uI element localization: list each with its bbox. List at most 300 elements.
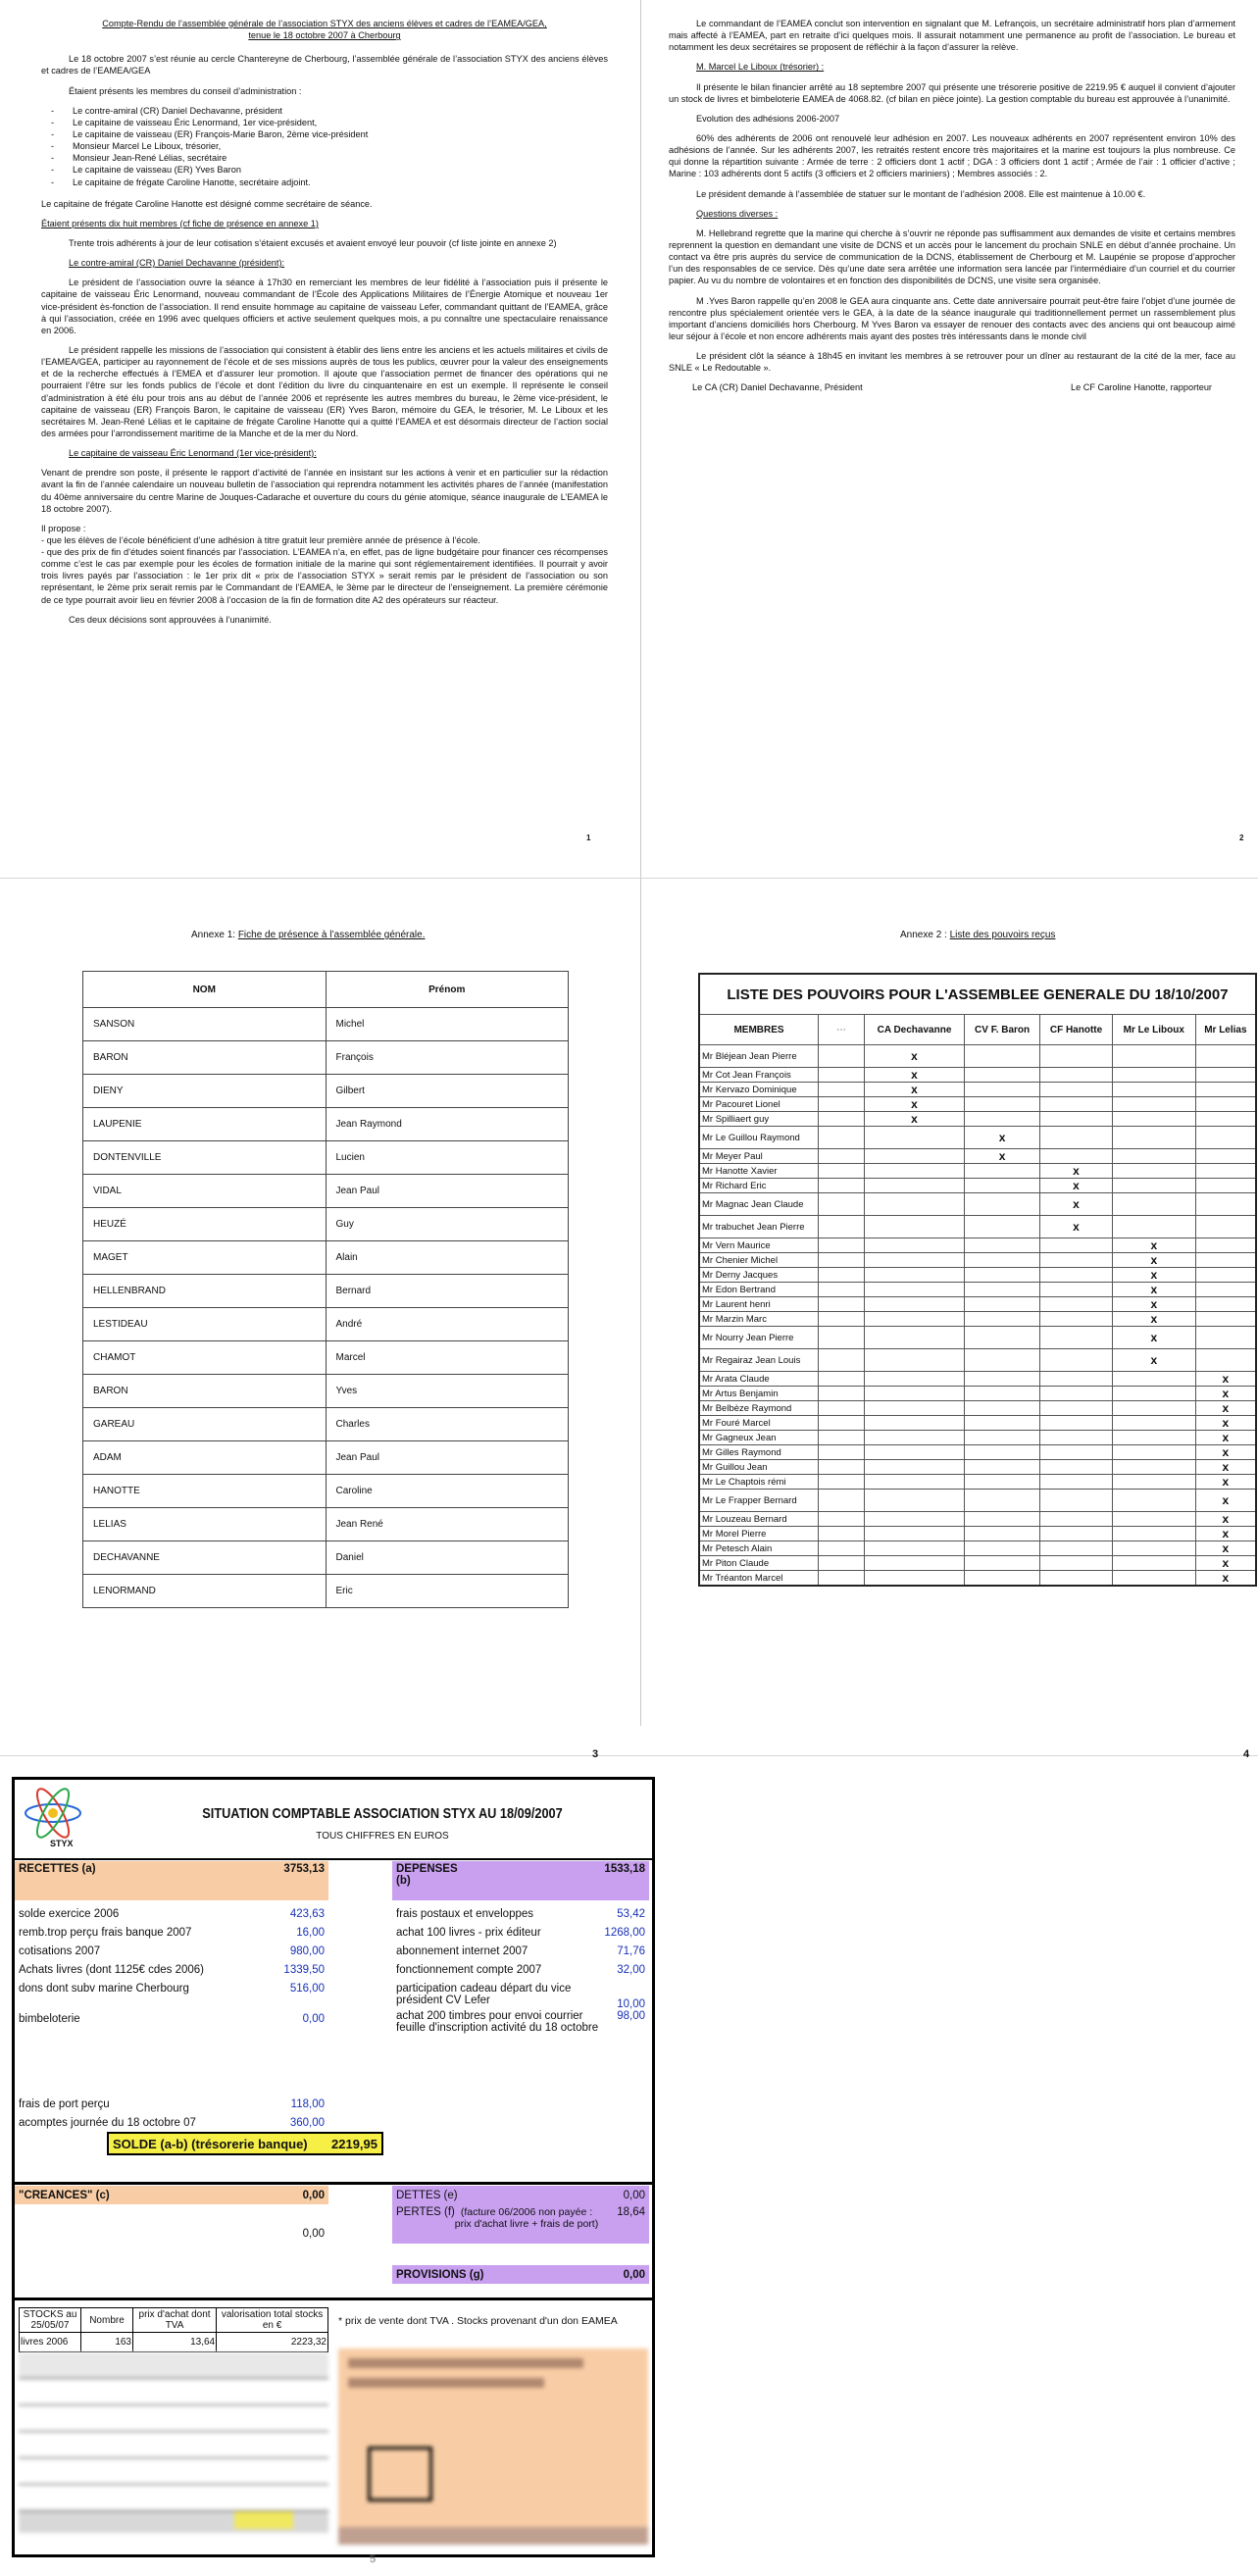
proxy-cell bbox=[1195, 1349, 1256, 1372]
table-row bbox=[699, 1401, 1256, 1416]
cell-prenom: Marcel bbox=[326, 1341, 569, 1375]
proxy-cell: x bbox=[1195, 1445, 1256, 1460]
proxy-cell bbox=[1112, 1164, 1195, 1179]
receipt-label: acomptes journée du 18 octobre 07 bbox=[19, 2116, 196, 2129]
proxy-cell: x bbox=[1112, 1268, 1195, 1283]
cell-prenom: Jean René bbox=[326, 1508, 569, 1541]
column-header: Nombre bbox=[81, 2308, 133, 2333]
proxy-cell bbox=[865, 1445, 965, 1460]
column-header: CV F. Baron bbox=[965, 1015, 1040, 1045]
receipt-value: 16,00 bbox=[296, 1926, 325, 1939]
cell-prenom: Guy bbox=[326, 1208, 569, 1241]
proxy-cell: x bbox=[1195, 1527, 1256, 1541]
proxy-cell: x bbox=[865, 1068, 965, 1083]
member-name: Mr Meyer Paul bbox=[699, 1149, 819, 1164]
cell-prenom: Alain bbox=[326, 1241, 569, 1275]
receipts-total: 3753,13 bbox=[283, 1863, 325, 1875]
table-row bbox=[699, 1068, 1256, 1083]
signature-cell bbox=[819, 1556, 865, 1571]
cell-prenom: Michel bbox=[326, 1008, 569, 1041]
member-name: Mr Belbèze Raymond bbox=[699, 1401, 819, 1416]
proxy-cell bbox=[1040, 1460, 1113, 1475]
signature-cell bbox=[819, 1349, 865, 1372]
cell-prenom: Yves bbox=[326, 1375, 569, 1408]
table-row bbox=[699, 1349, 1256, 1372]
proxy-cell bbox=[1112, 1068, 1195, 1083]
signature-cell bbox=[819, 1268, 865, 1283]
expenses-label: DEPENSES bbox=[396, 1863, 458, 1875]
receipt-label: Achats livres (dont 1125€ cdes 2006) bbox=[19, 1963, 205, 1976]
vice-president-paragraph: Venant de prendre son poste, il présente le rapport d’activité de l’année en insistant sur les actions à venir et en particulier sur la rédaction avant la fin de l’année calendaire un nouveau bulletin de l’association qui reprendra notamment les activités phares de l’année (manifestation du 40ème anniversaire du centre Marine de Jouques-Cadarache et ouverture du cours du génie atomique, séance inaugurale de L’EAMEA le 18 octobre 2007). bbox=[41, 468, 608, 514]
liabilities-block bbox=[392, 2186, 649, 2284]
stock-note: * prix de vente dont TVA . Stocks provenant d'un don EAMEA bbox=[338, 2315, 618, 2327]
proposals bbox=[41, 523, 608, 606]
proxy-cell bbox=[965, 1387, 1040, 1401]
signature-cell bbox=[819, 1527, 865, 1541]
table-row bbox=[699, 1268, 1256, 1283]
table-row bbox=[699, 1112, 1256, 1127]
signature-cell bbox=[819, 1179, 865, 1193]
proxy-cell bbox=[1040, 1268, 1113, 1283]
proxy-cell bbox=[1040, 1387, 1113, 1401]
signature-cell bbox=[819, 1164, 865, 1179]
expense-label: fonctionnement compte 2007 bbox=[396, 1963, 542, 1976]
proposal-item: - que des prix de fin d’études soient financés par l’association. L’EAMEA n’a, en effet, pas de ligne budgétaire pour financer ces récompenses comme c’est le cas par exemple pour les écoles de formation initiale de la marine qui sont réglementairement identifiées. Il pourrait y avoir trois livres payés par l’association : le 1er prix dit « prix de l’association STYX » serait remis par le président de l’association ou son représentant, le 2ème prix serait remis par le Commandant de l’EAMEA, le 3ème par le directeur de l’enseignement. La première cérémonie de ce type pourrait avoir lieu en février 2008 à l’occasion de la fin de formation dite A2 des opérateurs sur réacteur. bbox=[41, 547, 608, 605]
expense-label: achat 100 livres - prix éditeur bbox=[396, 1926, 541, 1939]
table-row bbox=[83, 1075, 569, 1108]
signature-cell bbox=[819, 1571, 865, 1587]
proxy-cell bbox=[1040, 1112, 1113, 1127]
table-row bbox=[83, 1508, 569, 1541]
proxy-cell bbox=[965, 1541, 1040, 1556]
table-row bbox=[699, 1149, 1256, 1164]
signature-cell bbox=[819, 1045, 865, 1068]
cell-prenom: Gilbert bbox=[326, 1075, 569, 1108]
page-number: 2 bbox=[1239, 833, 1244, 842]
proxy-cell bbox=[1112, 1416, 1195, 1431]
cell-nom: LELIAS bbox=[83, 1508, 327, 1541]
expense-label: abonnement internet 2007 bbox=[396, 1945, 528, 1957]
proxy-cell bbox=[1195, 1179, 1256, 1193]
member-name: Mr Magnac Jean Claude bbox=[699, 1193, 819, 1216]
list-item: - Monsieur Jean-René Lélias, secrétaire bbox=[51, 152, 608, 164]
table-row bbox=[699, 1312, 1256, 1327]
proxy-cell bbox=[965, 1216, 1040, 1238]
losses-value: 18,64 bbox=[617, 2206, 645, 2218]
table-row bbox=[699, 1490, 1256, 1512]
list-item: - Le capitaine de vaisseau Éric Lenormand, 1er vice-président, bbox=[51, 117, 608, 128]
table-row bbox=[83, 1341, 569, 1375]
receipts-rows bbox=[15, 1900, 328, 1997]
receipt-label: bimbeloterie bbox=[19, 2012, 80, 2025]
page-divider-vertical bbox=[640, 0, 641, 1726]
page-title-date: tenue le 18 octobre 2007 à Cherbourg bbox=[248, 30, 401, 41]
proxy-cell bbox=[965, 1045, 1040, 1068]
proxy-cell bbox=[865, 1431, 965, 1445]
expense-row bbox=[392, 2006, 649, 2034]
proxy-cell bbox=[965, 1527, 1040, 1541]
table-row bbox=[83, 1408, 569, 1441]
page-number: 1 bbox=[586, 833, 591, 842]
financial-sheet bbox=[12, 1777, 655, 2557]
table-row bbox=[83, 1175, 569, 1208]
proxy-cell: x bbox=[1040, 1164, 1113, 1179]
proxy-cell bbox=[1040, 1312, 1113, 1327]
question-paragraph-2: M .Yves Baron rappelle qu’en 2008 le GEA aura cinquante ans. Cette date anniversaire pourrait peut-être faire l’objet d’une journée de rencontre plus spécialement orientée vers le GEA, à la date de la séance inaugurale qui traditionnellement permet un rassemblement plus important d’anciens domiciliés hors Cherbourg. M Yves Baron va essayer de renouer des contacts avec des anciens qui ont beaucoup aimé leur séjour à l’école et non encore adhérents mais ayant des postes très intéressants dans le monde civil bbox=[669, 295, 1235, 341]
proxy-cell: x bbox=[1195, 1431, 1256, 1445]
signature-cell bbox=[819, 1253, 865, 1268]
expense-value: 98,00 bbox=[617, 2010, 645, 2022]
member-name: Mr Richard Eric bbox=[699, 1179, 819, 1193]
proxy-cell: x bbox=[1195, 1401, 1256, 1416]
receipt-row bbox=[15, 2028, 328, 2113]
proxy-cell: x bbox=[1112, 1312, 1195, 1327]
table-row bbox=[699, 1216, 1256, 1238]
sheet-header bbox=[15, 1780, 652, 1860]
member-name: Mr Arata Claude bbox=[699, 1372, 819, 1387]
proxy-cell bbox=[965, 1312, 1040, 1327]
proxy-cell bbox=[965, 1327, 1040, 1349]
proxies-table bbox=[698, 973, 1257, 1587]
cell-nom: SANSON bbox=[83, 1008, 327, 1041]
proxy-cell bbox=[1040, 1097, 1113, 1112]
table-row bbox=[699, 1445, 1256, 1460]
table-row bbox=[699, 1127, 1256, 1149]
member-name: Mr Cot Jean François bbox=[699, 1068, 819, 1083]
signature-cell bbox=[819, 1112, 865, 1127]
table-row bbox=[83, 1575, 569, 1608]
receipt-value: 118,00 bbox=[290, 2097, 325, 2110]
member-name: Mr Louzeau Bernard bbox=[699, 1512, 819, 1527]
proxy-cell bbox=[1112, 1387, 1195, 1401]
proxy-cell: x bbox=[1112, 1349, 1195, 1372]
expense-label: participation cadeau départ du vice président CV Lefer bbox=[396, 1983, 572, 2006]
receipt-row bbox=[19, 1942, 325, 1960]
proxy-cell bbox=[1112, 1127, 1195, 1149]
cell-prenom: André bbox=[326, 1308, 569, 1341]
proxy-cell bbox=[865, 1164, 965, 1179]
column-header: Mr Lelias bbox=[1195, 1015, 1256, 1045]
commander-paragraph: Le commandant de l’EAMEA conclut son intervention en signalant que M. Lefrançois, un secrétaire administratif hors plan d’armement mais affecté à l’EAMEA, part en retraite d’ici quelques mois. Il assurait notamment une permanence au profit de l’association. Le bureau et notamment les deux secrétaires se proposent de réfléchir à la façon d’assurer la relève. bbox=[669, 19, 1235, 53]
proxy-cell bbox=[1040, 1068, 1113, 1083]
proxy-cell bbox=[1040, 1556, 1113, 1571]
proxy-cell bbox=[865, 1475, 965, 1490]
table-row bbox=[83, 1008, 569, 1041]
member-name: Mr Gagneux Jean bbox=[699, 1431, 819, 1445]
signature-cell bbox=[819, 1460, 865, 1475]
cell-nom: BARON bbox=[83, 1375, 327, 1408]
debts-value: 0,00 bbox=[623, 2189, 645, 2201]
cell-prenom: Eric bbox=[326, 1575, 569, 1608]
annex-1-caption bbox=[191, 930, 426, 940]
member-name: Mr Le Guillou Raymond bbox=[699, 1127, 819, 1149]
table-row bbox=[699, 1556, 1256, 1571]
signature-cell bbox=[819, 1445, 865, 1460]
column-header: prix d'achat dont TVA bbox=[133, 2308, 217, 2333]
proxy-cell bbox=[865, 1460, 965, 1475]
table-row bbox=[83, 1541, 569, 1575]
balance-value: 2219,95 bbox=[331, 2136, 377, 2151]
losses-description: (facture 06/2006 non payée : prix d'achat livre + frais de port) bbox=[454, 2206, 599, 2230]
expenses-rows bbox=[392, 1900, 649, 1979]
signature-cell bbox=[819, 1475, 865, 1490]
proxy-cell bbox=[865, 1372, 965, 1387]
proxy-cell: x bbox=[1195, 1416, 1256, 1431]
member-name: Mr Chenier Michel bbox=[699, 1253, 819, 1268]
proxy-cell bbox=[1112, 1216, 1195, 1238]
stock-cell: 163 bbox=[81, 2333, 133, 2352]
cell-nom: HANOTTE bbox=[83, 1475, 327, 1508]
receipt-row bbox=[15, 2113, 328, 2132]
proxy-cell bbox=[865, 1216, 965, 1238]
cell-nom: LENORMAND bbox=[83, 1575, 327, 1608]
cell-prenom: Caroline bbox=[326, 1475, 569, 1508]
intro-paragraph: Le 18 octobre 2007 s’est réunie au cercle Chantereyne de Cherbourg, l’assemblée générale de l’association STYX des anciens élèves et cadres de l’EAMEA/GEA bbox=[41, 54, 608, 76]
debts-label: DETTES (e) bbox=[396, 2189, 458, 2201]
proxy-cell bbox=[965, 1490, 1040, 1512]
member-name: Mr Vern Maurice bbox=[699, 1238, 819, 1253]
proxy-cell bbox=[965, 1431, 1040, 1445]
proxies-rows bbox=[699, 1045, 1256, 1587]
receipt-row bbox=[15, 1997, 328, 2028]
expense-row bbox=[396, 1960, 645, 1979]
proxy-cell bbox=[1195, 1164, 1256, 1179]
proxy-cell bbox=[865, 1179, 965, 1193]
proxy-cell bbox=[1112, 1193, 1195, 1216]
table-row bbox=[699, 1372, 1256, 1387]
proxy-cell bbox=[1112, 1556, 1195, 1571]
proxy-cell bbox=[1195, 1327, 1256, 1349]
proxy-cell bbox=[865, 1127, 965, 1149]
page-2 bbox=[669, 18, 1235, 394]
proxy-cell bbox=[1112, 1445, 1195, 1460]
page-number: 3 bbox=[592, 1748, 599, 1760]
proxy-cell bbox=[965, 1068, 1040, 1083]
proxy-cell bbox=[965, 1164, 1040, 1179]
provisions-label: PROVISIONS (g) bbox=[396, 2268, 484, 2281]
cell-nom: DONTENVILLE bbox=[83, 1141, 327, 1175]
signature-cell bbox=[819, 1238, 865, 1253]
signature-cell bbox=[819, 1097, 865, 1112]
proxy-cell bbox=[865, 1401, 965, 1416]
table-row bbox=[699, 1238, 1256, 1253]
proxy-cell bbox=[1040, 1571, 1113, 1587]
proxy-cell bbox=[865, 1283, 965, 1297]
proxies-table-title: LISTE DES POUVOIRS POUR L'ASSEMBLEE GENERALE DU 18/10/2007 bbox=[699, 974, 1256, 1015]
proxy-cell bbox=[1195, 1097, 1256, 1112]
proxy-cell bbox=[965, 1460, 1040, 1475]
proxy-cell bbox=[1040, 1238, 1113, 1253]
column-header: NOM bbox=[83, 972, 327, 1008]
evolution-paragraph: 60% des adhérents de 2006 ont renouvelé leur adhésion en 2007. Les nouveaux adhérents en 2007 représentent environ 10% des adhésions de l’année. Sur les adhérents 2007, les retraités restent encore très majoritaires et la marine est toujours la plus nombreuse. Ce qui donne la répartition suivante : Armée de terre : 2 officiers dont 1 actif ; DGA : 3 officiers dont 1 actif ; Armée de l’air : 1 officier d’active ; Marine : 103 adhérents dont 5 actifs (3 officiers et 2 officiers mariniers) ; Membres associés : 2. bbox=[669, 132, 1235, 179]
table-row bbox=[699, 1045, 1256, 1068]
proxy-cell bbox=[1112, 1460, 1195, 1475]
table-row bbox=[83, 1241, 569, 1275]
sheet-title: SITUATION COMPTABLE ASSOCIATION STYX AU 18/09/2007 bbox=[202, 1805, 563, 1822]
proxy-cell bbox=[965, 1297, 1040, 1312]
table-row bbox=[83, 1475, 569, 1508]
proxy-cell bbox=[1195, 1253, 1256, 1268]
excused-note: Trente trois adhérents à jour de leur cotisation s’étaient excusés et avaient envoyé leur pouvoir (cf liste jointe en annexe 2) bbox=[69, 237, 557, 248]
losses-row bbox=[392, 2204, 649, 2244]
proxy-cell bbox=[1112, 1475, 1195, 1490]
receipt-row bbox=[19, 1960, 325, 1979]
expense-label: frais postaux et enveloppes bbox=[396, 1907, 534, 1920]
proxy-cell bbox=[965, 1349, 1040, 1372]
signature-cell bbox=[819, 1083, 865, 1097]
table-row bbox=[699, 1283, 1256, 1297]
proxy-cell bbox=[965, 1179, 1040, 1193]
receipt-value: 0,00 bbox=[302, 2012, 325, 2025]
proxy-cell bbox=[1040, 1297, 1113, 1312]
proxy-cell bbox=[865, 1512, 965, 1527]
present-heading: Étaient présents les membres du conseil d’administration : bbox=[69, 85, 302, 96]
proxy-cell bbox=[865, 1312, 965, 1327]
proxy-cell bbox=[965, 1112, 1040, 1127]
member-name: Mr Spilliaert guy bbox=[699, 1112, 819, 1127]
closing-paragraph: Le président clôt la séance à 18h45 en invitant les membres à se retrouver pour un dîner au restaurant de la cité de la mer, face au SNLE « Le Redoutable ». bbox=[669, 351, 1235, 374]
proxy-cell bbox=[1195, 1045, 1256, 1068]
proxy-cell bbox=[1112, 1431, 1195, 1445]
proxy-cell: x bbox=[965, 1127, 1040, 1149]
proxy-cell bbox=[965, 1283, 1040, 1297]
table-row bbox=[699, 1179, 1256, 1193]
member-name: Mr Petesch Alain bbox=[699, 1541, 819, 1556]
proxy-cell bbox=[1195, 1149, 1256, 1164]
proxy-cell bbox=[1112, 1372, 1195, 1387]
proposal-item: - que les élèves de l’école bénéficient d’une adhésion à titre gratuit leur première année de présence à l’école. bbox=[41, 534, 480, 545]
proxy-cell bbox=[1112, 1083, 1195, 1097]
proxy-cell bbox=[965, 1268, 1040, 1283]
receivables-row bbox=[15, 2204, 328, 2243]
member-name: Mr Nourry Jean Pierre bbox=[699, 1327, 819, 1349]
proxy-cell bbox=[965, 1512, 1040, 1527]
proxy-cell: x bbox=[1112, 1297, 1195, 1312]
proxy-cell bbox=[1195, 1297, 1256, 1312]
signature-cell bbox=[819, 1416, 865, 1431]
proxy-cell bbox=[1195, 1216, 1256, 1238]
board-members-list bbox=[41, 105, 608, 188]
proxy-cell bbox=[1195, 1283, 1256, 1297]
column-header: Prénom bbox=[326, 972, 569, 1008]
proxy-cell bbox=[1112, 1149, 1195, 1164]
cell-prenom: Jean Paul bbox=[326, 1175, 569, 1208]
annex-2-caption bbox=[900, 930, 1055, 940]
page-title: Compte-Rendu de l’assemblée générale de l’association STYX des anciens élèves et cadres de l’EAMEA/GEA, bbox=[102, 19, 547, 28]
secretary-note: Le capitaine de frégate Caroline Hanotte est désigné comme secrétaire de séance. bbox=[41, 198, 373, 209]
signature-cell bbox=[819, 1127, 865, 1149]
proxy-cell bbox=[965, 1253, 1040, 1268]
receipts-label: RECETTES (a) bbox=[19, 1863, 96, 1875]
proxy-cell: x bbox=[1195, 1372, 1256, 1387]
cell-nom: ADAM bbox=[83, 1441, 327, 1475]
receipts-column bbox=[15, 1861, 377, 2155]
proxy-cell bbox=[1195, 1068, 1256, 1083]
proxy-cell: x bbox=[965, 1149, 1040, 1164]
page-1 bbox=[41, 18, 608, 633]
section-president: Le contre-amiral (CR) Daniel Dechavanne (président): bbox=[69, 258, 285, 269]
proxy-cell bbox=[1040, 1512, 1113, 1527]
page-divider-horizontal-2 bbox=[0, 1755, 1258, 1756]
proxy-cell: x bbox=[1195, 1490, 1256, 1512]
proxy-cell bbox=[1112, 1179, 1195, 1193]
proxy-cell bbox=[1112, 1045, 1195, 1068]
page-divider-horizontal bbox=[0, 878, 1258, 879]
cell-prenom: Daniel bbox=[326, 1541, 569, 1575]
stock-cell: 2223,32 bbox=[217, 2333, 328, 2352]
proxy-cell bbox=[865, 1238, 965, 1253]
column-header: STOCKS au 25/05/07 bbox=[20, 2308, 81, 2333]
signature-cell bbox=[819, 1312, 865, 1327]
cell-prenom: Charles bbox=[326, 1408, 569, 1441]
table-row bbox=[699, 1193, 1256, 1216]
table-row bbox=[83, 1441, 569, 1475]
proxy-cell bbox=[865, 1490, 965, 1512]
proxy-cell: x bbox=[1112, 1327, 1195, 1349]
list-item: - Le contre-amiral (CR) Daniel Dechavanne, président bbox=[51, 105, 608, 117]
proxy-cell: x bbox=[1195, 1475, 1256, 1490]
member-name: Mr Morel Pierre bbox=[699, 1527, 819, 1541]
annex-title: Liste des pouvoirs reçus bbox=[949, 930, 1056, 940]
expense-value: 10,00 bbox=[617, 1998, 645, 2010]
expenses-header bbox=[392, 1861, 649, 1900]
proxy-cell bbox=[1040, 1431, 1113, 1445]
receipt-row bbox=[19, 1979, 325, 1997]
provisions-value: 0,00 bbox=[623, 2268, 645, 2281]
receivables-row bbox=[15, 2186, 328, 2204]
proxy-cell bbox=[965, 1372, 1040, 1387]
table-row bbox=[83, 1208, 569, 1241]
page-number: 4 bbox=[1243, 1748, 1250, 1760]
expense-row bbox=[396, 1942, 645, 1960]
provisions-row bbox=[392, 2265, 649, 2284]
expense-row bbox=[396, 1923, 645, 1942]
balance-box bbox=[107, 2132, 383, 2155]
signature-cell bbox=[819, 1387, 865, 1401]
column-header: ⋯ bbox=[819, 1015, 865, 1045]
proxy-cell bbox=[1195, 1083, 1256, 1097]
cell-prenom: Jean Paul bbox=[326, 1441, 569, 1475]
member-name: Mr Tréanton Marcel bbox=[699, 1571, 819, 1587]
table-row bbox=[699, 1416, 1256, 1431]
proxy-cell bbox=[1040, 1045, 1113, 1068]
proxy-cell bbox=[1112, 1527, 1195, 1541]
signature-cell bbox=[819, 1512, 865, 1527]
proxy-cell bbox=[1040, 1127, 1113, 1149]
proxy-cell: x bbox=[1040, 1216, 1113, 1238]
receipt-row bbox=[19, 1923, 325, 1942]
proxy-cell bbox=[865, 1149, 965, 1164]
member-name: Mr Hanotte Xavier bbox=[699, 1164, 819, 1179]
proxy-cell bbox=[865, 1416, 965, 1431]
list-item: - Le capitaine de vaisseau (ER) Yves Baron bbox=[51, 164, 608, 176]
proxy-cell bbox=[865, 1268, 965, 1283]
proxy-cell: x bbox=[865, 1083, 965, 1097]
table-row bbox=[699, 1512, 1256, 1527]
proxy-cell bbox=[1040, 1149, 1113, 1164]
table-row bbox=[699, 1541, 1256, 1556]
annex-label: Annexe 2 : bbox=[900, 930, 947, 940]
receivables-block bbox=[15, 2186, 328, 2243]
signature-cell bbox=[819, 1327, 865, 1349]
proxy-cell bbox=[1195, 1193, 1256, 1216]
table-row bbox=[699, 1253, 1256, 1268]
fee-paragraph: Le président demande à l’assemblée de statuer sur le montant de l’adhésion 2008. Elle est maintenue à 10.00 €. bbox=[696, 188, 1146, 199]
proxy-cell: x bbox=[1195, 1556, 1256, 1571]
proxy-cell: x bbox=[1112, 1238, 1195, 1253]
signature-cell bbox=[819, 1149, 865, 1164]
table-row bbox=[699, 1431, 1256, 1445]
